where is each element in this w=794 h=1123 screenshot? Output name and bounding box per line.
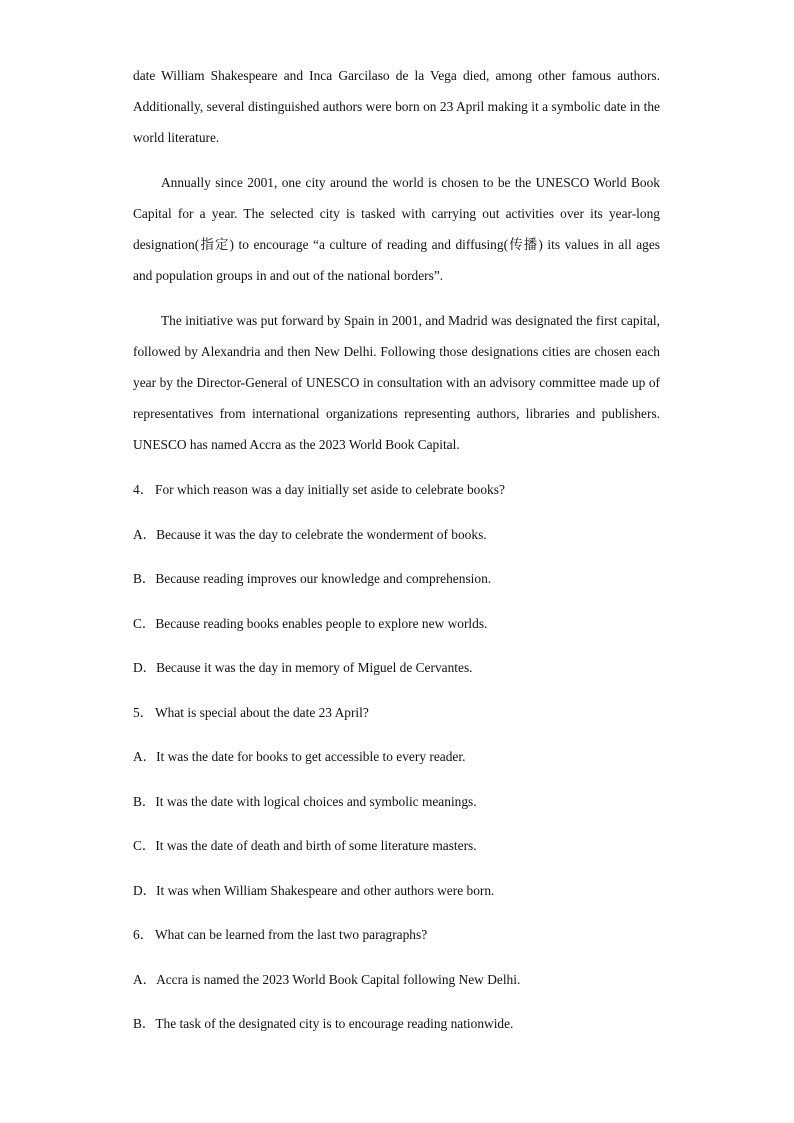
question-4-option-a[interactable] [133,525,673,545]
question-6-option-b[interactable] [133,1014,673,1034]
question-5-stem [133,703,673,723]
question-text: For which reason was a day initially set aside to celebrate books? [155,482,505,497]
question-number: 6． [133,927,154,942]
option-label: B． [133,571,156,586]
option-label: C． [133,616,156,631]
question-4-stem [133,480,673,500]
option-text: It was the date for books to get accessible to every reader. [156,749,466,764]
passage-paragraph-3: The initiative was put forward by Spain in 2001, and Madrid was designated the first capital, followed by Alexandria and then New Delhi. Following those designations cities are chosen each year by the Director-General of UNESCO in consultation with an advisory committee made up of representatives from international organizations representing authors, libraries and publishers. UNESCO has named Accra as the 2023 World Book Capital. [133,313,660,452]
option-label: D． [133,883,157,898]
question-text: What is special about the date 23 April? [155,705,369,720]
question-6-option-a[interactable] [133,970,673,990]
option-label: A． [133,749,157,764]
option-label: B． [133,1016,156,1031]
question-5-option-d[interactable] [133,881,673,901]
question-6-stem [133,925,673,945]
question-4-option-d[interactable] [133,658,673,678]
option-text: It was the date of death and birth of some literature masters. [155,838,477,853]
option-text: Accra is named the 2023 World Book Capital following New Delhi. [156,972,521,987]
question-4-option-b[interactable] [133,569,673,589]
question-number: 5． [133,705,154,720]
option-label: C． [133,838,156,853]
option-label: A． [133,972,157,987]
option-text: The task of the designated city is to encourage reading nationwide. [155,1016,514,1031]
option-text: Because reading improves our knowledge and comprehension. [155,571,492,586]
option-text: Because it was the day in memory of Miguel de Cervantes. [156,660,473,675]
option-text: Because it was the day to celebrate the wonderment of books. [156,527,487,542]
option-label: B． [133,794,156,809]
question-4-option-c[interactable] [133,614,673,634]
option-text: Because reading books enables people to explore new worlds. [155,616,488,631]
passage-paragraph-2: Annually since 2001, one city around the world is chosen to be the UNESCO World Book Capital for a year. The selected city is tasked with carrying out activities over its year-long designation(指定) to encourage “a culture of reading and diffusing(传播) its values in all ages and population groups in and out of the national borders”. [133,175,660,283]
question-5-option-b[interactable] [133,792,673,812]
question-5-option-a[interactable] [133,747,673,767]
option-text: It was the date with logical choices and symbolic meanings. [155,794,477,809]
option-label: D． [133,660,157,675]
question-text: What can be learned from the last two paragraphs? [155,927,428,942]
passage-paragraph-1: date William Shakespeare and Inca Garcilaso de la Vega died, among other famous authors. Additionally, several distinguished authors were born on 23 April making it a symbolic date in the world literature. [133,68,660,145]
question-5-option-c[interactable] [133,836,673,856]
option-text: It was when William Shakespeare and other authors were born. [156,883,495,898]
option-label: A． [133,527,157,542]
question-number: 4． [133,482,154,497]
